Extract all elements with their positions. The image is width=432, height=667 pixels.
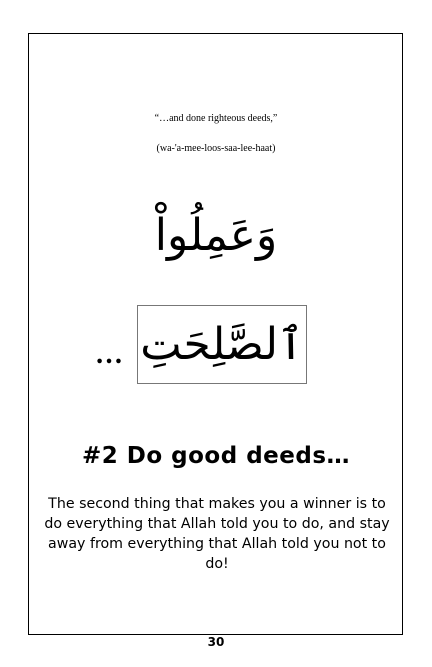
section-heading: #2 Do good deeds…	[81, 443, 351, 469]
arabic-phrase-row	[95, 304, 307, 384]
arabic-phrase-2: ٱلصَّلِحَتِ	[140, 318, 304, 370]
body-paragraph: The second thing that makes you a winner is to do everything that Allah told you to do, and stay away from everything that Allah told you not to do!	[44, 496, 390, 572]
arabic-phrase-2-box	[137, 305, 307, 384]
arabic-phrase-1: وَعَمِلُواْ	[154, 210, 278, 261]
ellipsis: …	[95, 339, 123, 370]
transliteration: (wa-'a-mee-loos-saa-lee-haat)	[156, 143, 276, 154]
page-number: 30	[207, 635, 225, 649]
english-quote: “…and done righteous deeds,”	[154, 113, 278, 124]
